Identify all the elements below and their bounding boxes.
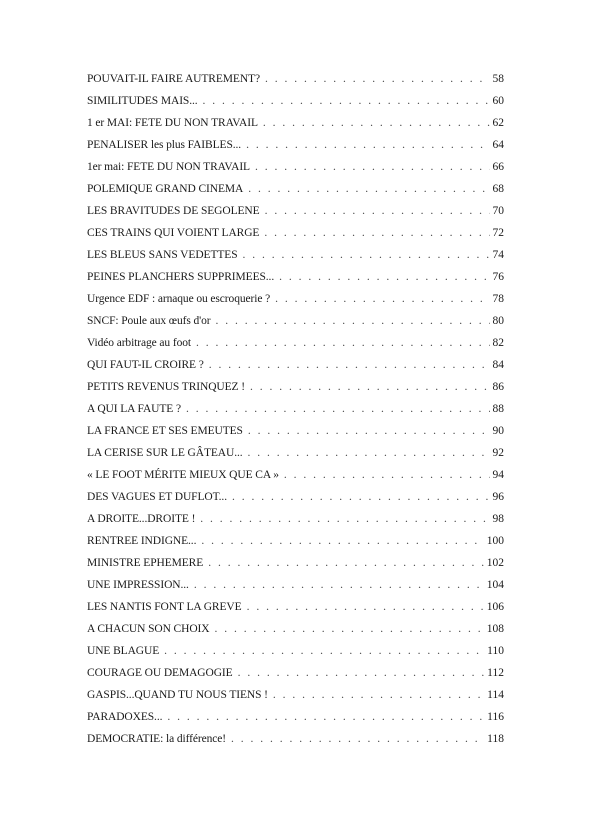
toc-entry[interactable] <box>87 156 504 178</box>
toc-entry[interactable] <box>87 376 504 398</box>
toc-entry-title: UNE IMPRESSION... <box>87 579 189 591</box>
toc-entry-page-number: 82 <box>492 337 504 349</box>
toc-entry-title: PETITS REVENUS TRINQUEZ ! <box>87 381 245 393</box>
table-of-contents <box>87 68 504 750</box>
toc-entry-title: RENTREE INDIGNE... <box>87 535 197 547</box>
toc-entry-title: CES TRAINS QUI VOIENT LARGE <box>87 227 260 239</box>
toc-dot-leader <box>248 420 490 442</box>
toc-entry-title: LA FRANCE ET SES EMEUTES <box>87 425 243 437</box>
toc-dot-leader <box>231 728 484 750</box>
toc-dot-leader <box>264 222 489 244</box>
toc-dot-leader <box>284 464 490 486</box>
toc-entry[interactable] <box>87 68 504 90</box>
toc-entry-page-number: 104 <box>486 579 504 591</box>
toc-entry-title: LES BLEUS SANS VEDETTES <box>87 249 238 261</box>
toc-dot-leader <box>186 398 489 420</box>
toc-entry-title: LES BRAVITUDES DE SEGOLENE <box>87 205 260 217</box>
toc-entry[interactable] <box>87 596 504 618</box>
toc-entry-title: Urgence EDF : arnaque ou escroquerie ? <box>87 293 271 305</box>
toc-entry-page-number: 110 <box>487 645 504 657</box>
toc-entry[interactable] <box>87 464 504 486</box>
toc-entry[interactable] <box>87 442 504 464</box>
toc-entry-title: PEINES PLANCHERS SUPPRIMEES... <box>87 271 275 283</box>
toc-entry-title: A QUI LA FAUTE ? <box>87 403 182 415</box>
toc-entry-title: 1 er MAI: FETE DU NON TRAVAIL <box>87 117 258 129</box>
toc-dot-leader <box>200 508 489 530</box>
toc-entry[interactable] <box>87 288 504 310</box>
toc-entry[interactable] <box>87 618 504 640</box>
toc-entry-title: UNE BLAGUE <box>87 645 160 657</box>
toc-entry-title: MINISTRE EPHEMERE <box>87 557 204 569</box>
toc-entry-page-number: 84 <box>492 359 504 371</box>
toc-entry-title: POUVAIT-IL FAIRE AUTREMENT? <box>87 73 260 85</box>
toc-entry[interactable] <box>87 662 504 684</box>
toc-dot-leader <box>164 640 484 662</box>
toc-dot-leader <box>248 442 490 464</box>
toc-entry[interactable] <box>87 222 504 244</box>
toc-entry[interactable] <box>87 134 504 156</box>
toc-entry-title: POLEMIQUE GRAND CINEMA <box>87 183 244 195</box>
toc-dot-leader <box>255 156 490 178</box>
toc-entry-page-number: 64 <box>492 139 504 151</box>
toc-entry-page-number: 66 <box>492 161 504 173</box>
toc-entry[interactable] <box>87 508 504 530</box>
toc-entry-title: DES VAGUES ET DUFLOT... <box>87 491 227 503</box>
toc-entry-title: COURAGE OU DEMAGOGIE <box>87 667 233 679</box>
toc-entry[interactable] <box>87 332 504 354</box>
toc-entry-page-number: 88 <box>492 403 504 415</box>
toc-entry-title: PENALISER les plus FAIBLES... <box>87 139 242 151</box>
toc-entry-page-number: 92 <box>492 447 504 459</box>
toc-entry-page-number: 90 <box>492 425 504 437</box>
toc-entry-page-number: 94 <box>492 469 504 481</box>
toc-dot-leader <box>246 134 489 156</box>
toc-entry-title: LA CERISE SUR LE GÂTEAU... <box>87 447 243 459</box>
toc-dot-leader <box>203 90 490 112</box>
toc-entry-page-number: 60 <box>492 95 504 107</box>
toc-entry[interactable] <box>87 486 504 508</box>
toc-entry[interactable] <box>87 354 504 376</box>
toc-entry-page-number: 58 <box>492 73 504 85</box>
toc-dot-leader <box>263 112 490 134</box>
toc-dot-leader <box>208 552 484 574</box>
toc-entry[interactable] <box>87 684 504 706</box>
toc-dot-leader <box>275 288 489 310</box>
toc-entry-page-number: 112 <box>487 667 504 679</box>
toc-dot-leader <box>216 310 490 332</box>
toc-entry-page-number: 118 <box>487 733 504 745</box>
toc-entry[interactable] <box>87 574 504 596</box>
toc-entry-page-number: 78 <box>492 293 504 305</box>
toc-entry-page-number: 96 <box>492 491 504 503</box>
toc-entry-page-number: 86 <box>492 381 504 393</box>
toc-entry-page-number: 114 <box>487 689 504 701</box>
toc-entry-page-number: 102 <box>486 557 504 569</box>
toc-entry[interactable] <box>87 420 504 442</box>
toc-dot-leader <box>201 530 483 552</box>
toc-dot-leader <box>265 200 490 222</box>
toc-dot-leader <box>265 68 490 90</box>
toc-dot-leader <box>247 596 484 618</box>
toc-entry-page-number: 74 <box>492 249 504 261</box>
toc-entry[interactable] <box>87 310 504 332</box>
toc-entry[interactable] <box>87 90 504 112</box>
toc-entry-page-number: 72 <box>492 227 504 239</box>
toc-entry[interactable] <box>87 112 504 134</box>
toc-dot-leader <box>248 178 489 200</box>
toc-entry[interactable] <box>87 640 504 662</box>
toc-entry-page-number: 98 <box>492 513 504 525</box>
toc-entry-title: A CHACUN SON CHOIX <box>87 623 210 635</box>
toc-dot-leader <box>232 486 490 508</box>
toc-entry-title: A DROITE...DROITE ! <box>87 513 196 525</box>
toc-entry-page-number: 68 <box>492 183 504 195</box>
toc-entry[interactable] <box>87 552 504 574</box>
toc-dot-leader <box>194 574 484 596</box>
toc-entry-title: SNCF: Poule aux œufs d'or <box>87 315 211 327</box>
toc-dot-leader <box>238 662 485 684</box>
toc-entry-title: Vidéo arbitrage au foot <box>87 337 191 349</box>
toc-entry-page-number: 76 <box>492 271 504 283</box>
toc-entry-title: GASPIS...QUAND TU NOUS TIENS ! <box>87 689 268 701</box>
toc-dot-leader <box>214 618 483 640</box>
toc-entry-page-number: 62 <box>492 117 504 129</box>
toc-entry[interactable] <box>87 200 504 222</box>
toc-entry[interactable] <box>87 728 504 750</box>
toc-entry[interactable] <box>87 398 504 420</box>
toc-entry[interactable] <box>87 266 504 288</box>
toc-entry-title: SIMILITUDES MAIS... <box>87 95 198 107</box>
toc-dot-leader <box>196 332 490 354</box>
toc-dot-leader <box>243 244 490 266</box>
toc-entry-title: DEMOCRATIE: la différence! <box>87 733 226 745</box>
toc-entry-page-number: 70 <box>492 205 504 217</box>
toc-entry-page-number: 106 <box>486 601 504 613</box>
toc-entry-title: QUI FAUT-IL CROIRE ? <box>87 359 204 371</box>
toc-entry[interactable] <box>87 178 504 200</box>
toc-entry-page-number: 100 <box>486 535 504 547</box>
toc-entry-page-number: 80 <box>492 315 504 327</box>
toc-entry-title: « LE FOOT MÉRITE MIEUX QUE CA » <box>87 469 279 481</box>
toc-dot-leader <box>273 684 484 706</box>
toc-dot-leader <box>279 266 489 288</box>
toc-entry-title: LES NANTIS FONT LA GREVE <box>87 601 242 613</box>
toc-entry-title: 1er mai: FETE DU NON TRAVAIL <box>87 161 250 173</box>
toc-entry[interactable] <box>87 706 504 728</box>
toc-dot-leader <box>167 706 484 728</box>
toc-entry-title: PARADOXES... <box>87 711 163 723</box>
toc-entry[interactable] <box>87 530 504 552</box>
toc-dot-leader <box>250 376 490 398</box>
toc-dot-leader <box>209 354 490 376</box>
toc-entry[interactable] <box>87 244 504 266</box>
toc-entry-page-number: 108 <box>486 623 504 635</box>
toc-entry-page-number: 116 <box>487 711 504 723</box>
